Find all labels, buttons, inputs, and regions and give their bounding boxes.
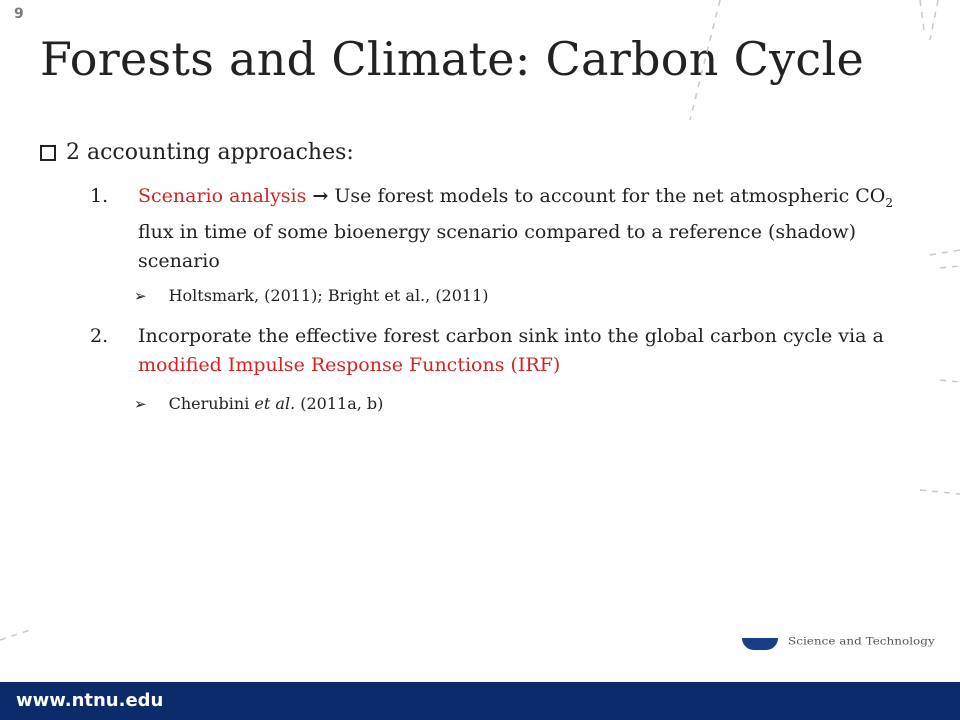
- item-1-highlight: Scenario analysis: [138, 185, 307, 207]
- arrowhead-bullet-icon: ➢: [134, 286, 147, 305]
- slide-number: 9: [14, 6, 24, 22]
- item-2-text-a: Incorporate the effective forest carbon sink into the global carbon cycle via a: [138, 325, 884, 347]
- arrow-icon: →: [312, 185, 329, 207]
- item-1-text-b: flux in time of some bioenergy scenario compared to a reference (shadow) scenario: [138, 220, 856, 272]
- item-2-reference-italic: et al.: [254, 394, 296, 413]
- item-1-subscript: 2: [885, 195, 894, 210]
- logo-text: Science and Technology: [788, 635, 935, 647]
- item-1-text-a: Use forest models to account for the net atmospheric CO: [328, 185, 886, 207]
- main-bullet-text: 2 accounting approaches:: [66, 140, 354, 165]
- footer-url[interactable]: www.ntnu.edu: [16, 690, 164, 711]
- item-2-highlight: modified Impulse Response Functions (IRF): [138, 354, 561, 376]
- item-2-reference-b: (2011a, b): [295, 394, 384, 413]
- item-2-number: 2.: [90, 325, 109, 347]
- footer-bar: [0, 682, 960, 720]
- slide-title: Forests and Climate: Carbon Cycle: [40, 32, 865, 86]
- arrowhead-bullet-icon: ➢: [134, 394, 147, 413]
- item-2-reference-a: Cherubini: [168, 394, 255, 413]
- item-1-reference-text: Holtsmark, (2011); Bright et al., (2011): [168, 286, 489, 305]
- item-1-number: 1.: [90, 185, 109, 207]
